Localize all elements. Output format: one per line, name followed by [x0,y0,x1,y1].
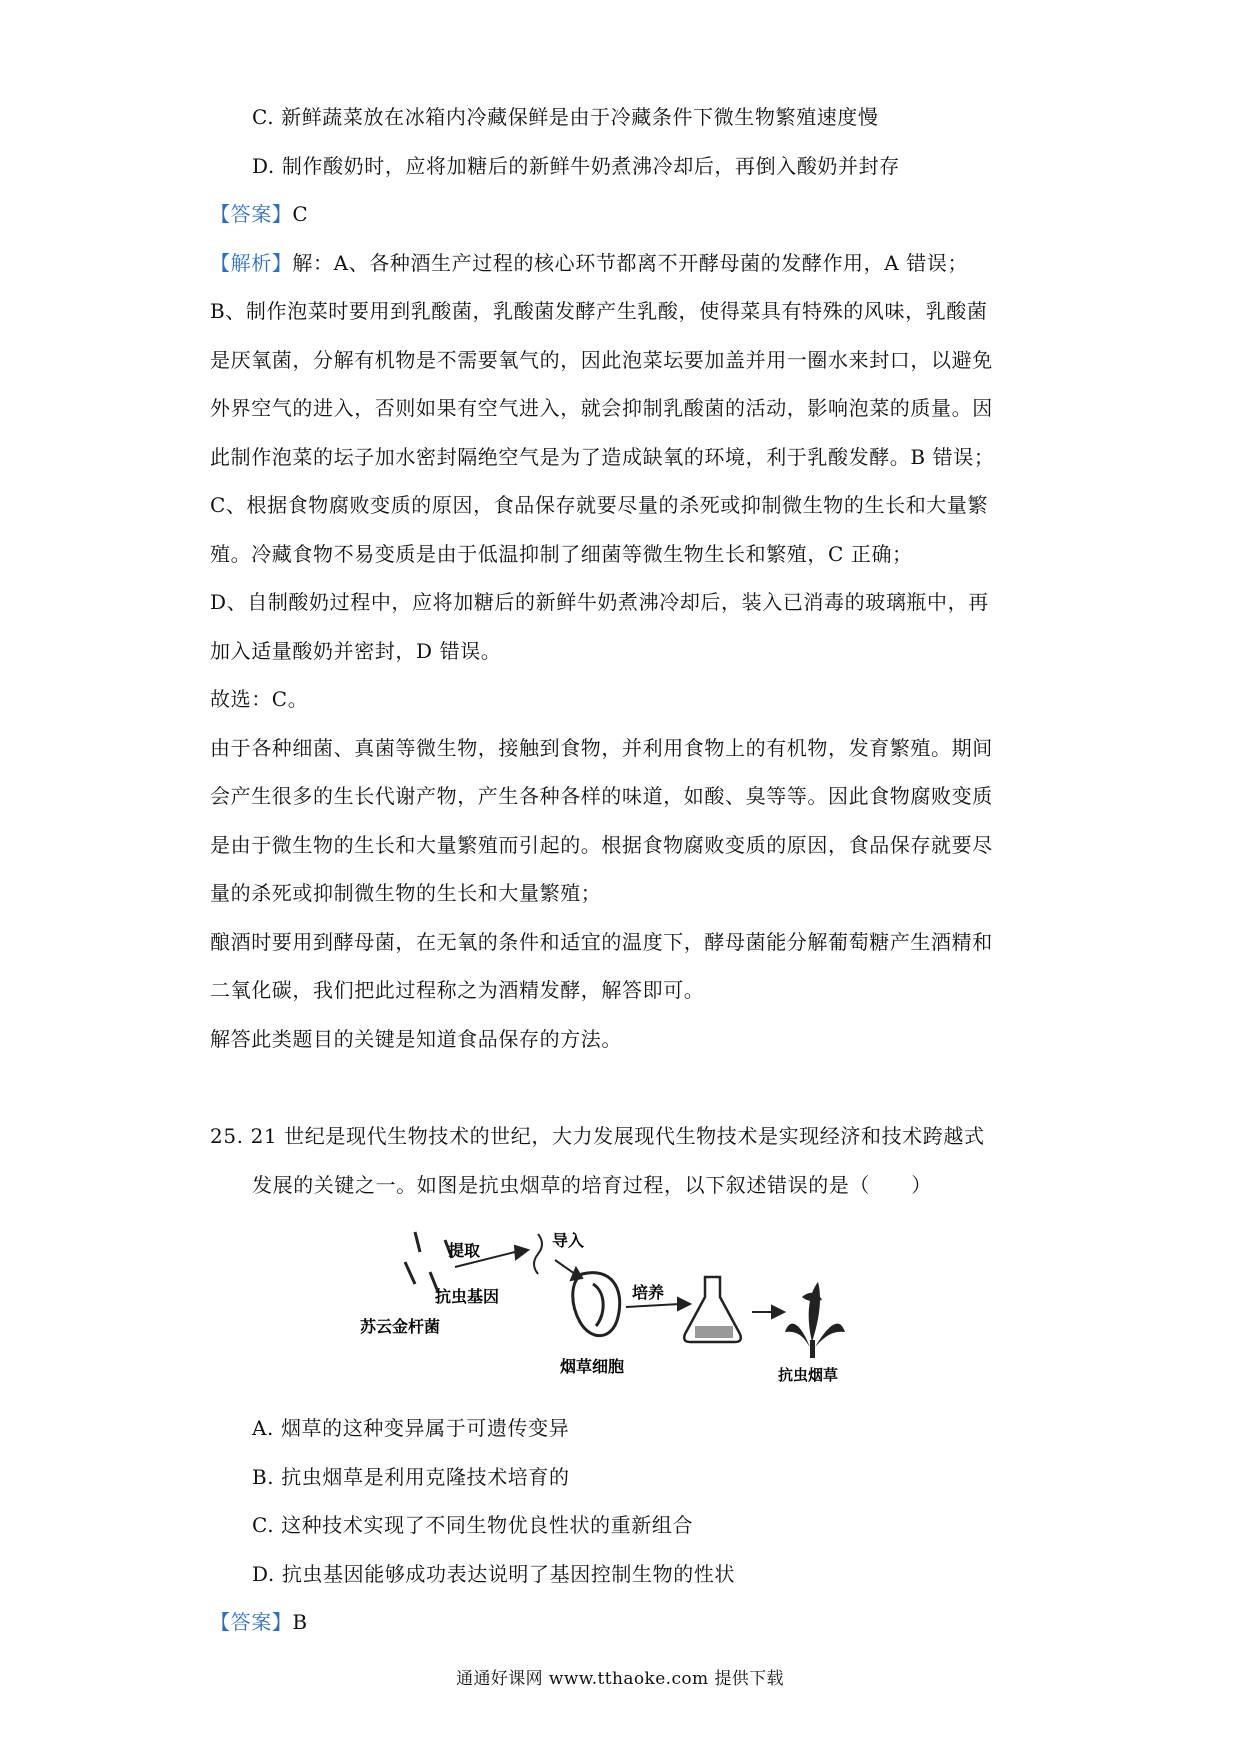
option-c-25: C. 这种技术实现了不同生物优良性状的重新组合 [252,1513,694,1537]
analysis-paragraph-line: 殖。冷藏食物不易变质是由于低温抑制了细菌等微生物生长和繁殖，C 正确； [210,542,913,566]
analysis-paragraph-line: C、根据食物腐败变质的原因，食品保存就要尽量的杀死或抑制微生物的生长和大量繁 [210,493,989,517]
analysis-paragraph-line: 是厌氧菌，分解有机物是不需要氧气的，因此泡菜坛要加盖并用一圈水来封口，以避免 [210,348,993,372]
transgenic-tobacco-diagram [360,1222,860,1392]
label-import: 导入 [552,1231,585,1250]
option-d-25: D. 抗虫基因能够成功表达说明了基因控制生物的性状 [252,1562,736,1586]
question-25-line2: 发展的关键之一。如图是抗虫烟草的培育过程，以下叙述错误的是（ ） [252,1173,932,1197]
analysis-tag: 【解析】 [210,251,293,275]
explanation-line: 酿酒时要用到酵母菌，在无氧的条件和适宜的温度下，酵母菌能分解葡萄糖产生酒精和 [210,930,993,954]
explanation-line: 是由于微生物的生长和大量繁殖而引起的。根据食物腐败变质的原因，食品保存就要尽 [210,833,993,857]
answer-value-25: B [292,1610,308,1634]
answer-line [210,199,308,229]
gene-icon [534,1234,542,1274]
tobacco-cell-icon [573,1273,620,1336]
label-plant: 抗虫烟草 [778,1366,839,1384]
analysis-paragraph-line: 外界空气的进入，否则如果有空气进入，就会抑制乳酸菌的活动，影响泡菜的质量。因 [210,396,993,420]
explanation-line: 解答此类题目的关键是知道食品保存的方法。 [210,1027,622,1051]
answer-line-25 [210,1607,308,1637]
diagram-figure [360,1222,860,1392]
analysis-paragraph-line: B、制作泡菜时要用到乳酸菌，乳酸菌发酵产生乳酸，使得菜具有特殊的风味，乳酸菌 [210,299,988,323]
analysis-paragraph-line: 加入适量酸奶并密封，D 错误。 [210,639,502,663]
option-a: A. 烟草的这种变异属于可遗传变异 [252,1416,570,1440]
label-bacteria: 苏云金杆菌 [360,1317,441,1336]
explanation-line: 会产生很多的生长代谢产物，产生各种各样的味道，如酸、臭等等。因此食物腐败变质 [210,784,993,808]
option-d: D. 制作酸奶时，应将加糖后的新鲜牛奶煮沸冷却后，再倒入酸奶并封存 [252,154,900,178]
option-b: B. 抗虫烟草是利用克隆技术培育的 [252,1465,570,1489]
label-extract: 提取 [448,1241,481,1260]
analysis-paragraph-line: D、自制酸奶过程中，应将加糖后的新鲜牛奶煮沸冷却后，装入已消毒的玻璃瓶中，再 [210,590,989,614]
label-culture: 培养 [632,1283,665,1302]
explanation-line: 由于各种细菌、真菌等微生物，接触到食物，并利用食物上的有机物，发育繁殖。期间 [210,736,993,760]
answer-value: C [292,202,309,226]
explanation-line: 量的杀死或抑制微生物的生长和大量繁殖； [210,881,602,905]
choice-line: 故选：C。 [210,687,309,711]
analysis-paragraph-line: 此制作泡菜的坛子加水密封隔绝空气是为了造成缺氧的环境，利于乳酸发酵。B 错误； [210,445,995,469]
flask-icon [684,1277,741,1342]
label-gene: 抗虫基因 [435,1287,500,1306]
question-25-line1: 25. 21 世纪是现代生物技术的世纪，大力发展现代生物技术是实现经济和技术跨越式 [210,1124,985,1148]
tobacco-plant-icon [785,1282,845,1358]
analysis-text: 解：A、各种酒生产过程的核心环节都离不开酵母菌的发酵作用，A 错误； [292,251,969,275]
label-cell: 烟草细胞 [560,1357,625,1376]
answer-tag: 【答案】 [210,202,293,226]
answer-tag-25: 【答案】 [210,1610,293,1634]
option-c: C. 新鲜蔬菜放在冰箱内冷藏保鲜是由于冷藏条件下微生物繁殖速度慢 [252,105,879,129]
analysis-line [210,248,968,278]
explanation-line: 二氧化碳，我们把此过程称之为酒精发酵，解答即可。 [210,978,705,1002]
page-footer: 通通好课网 www.tthaoke.com 提供下载 [456,1669,784,1689]
